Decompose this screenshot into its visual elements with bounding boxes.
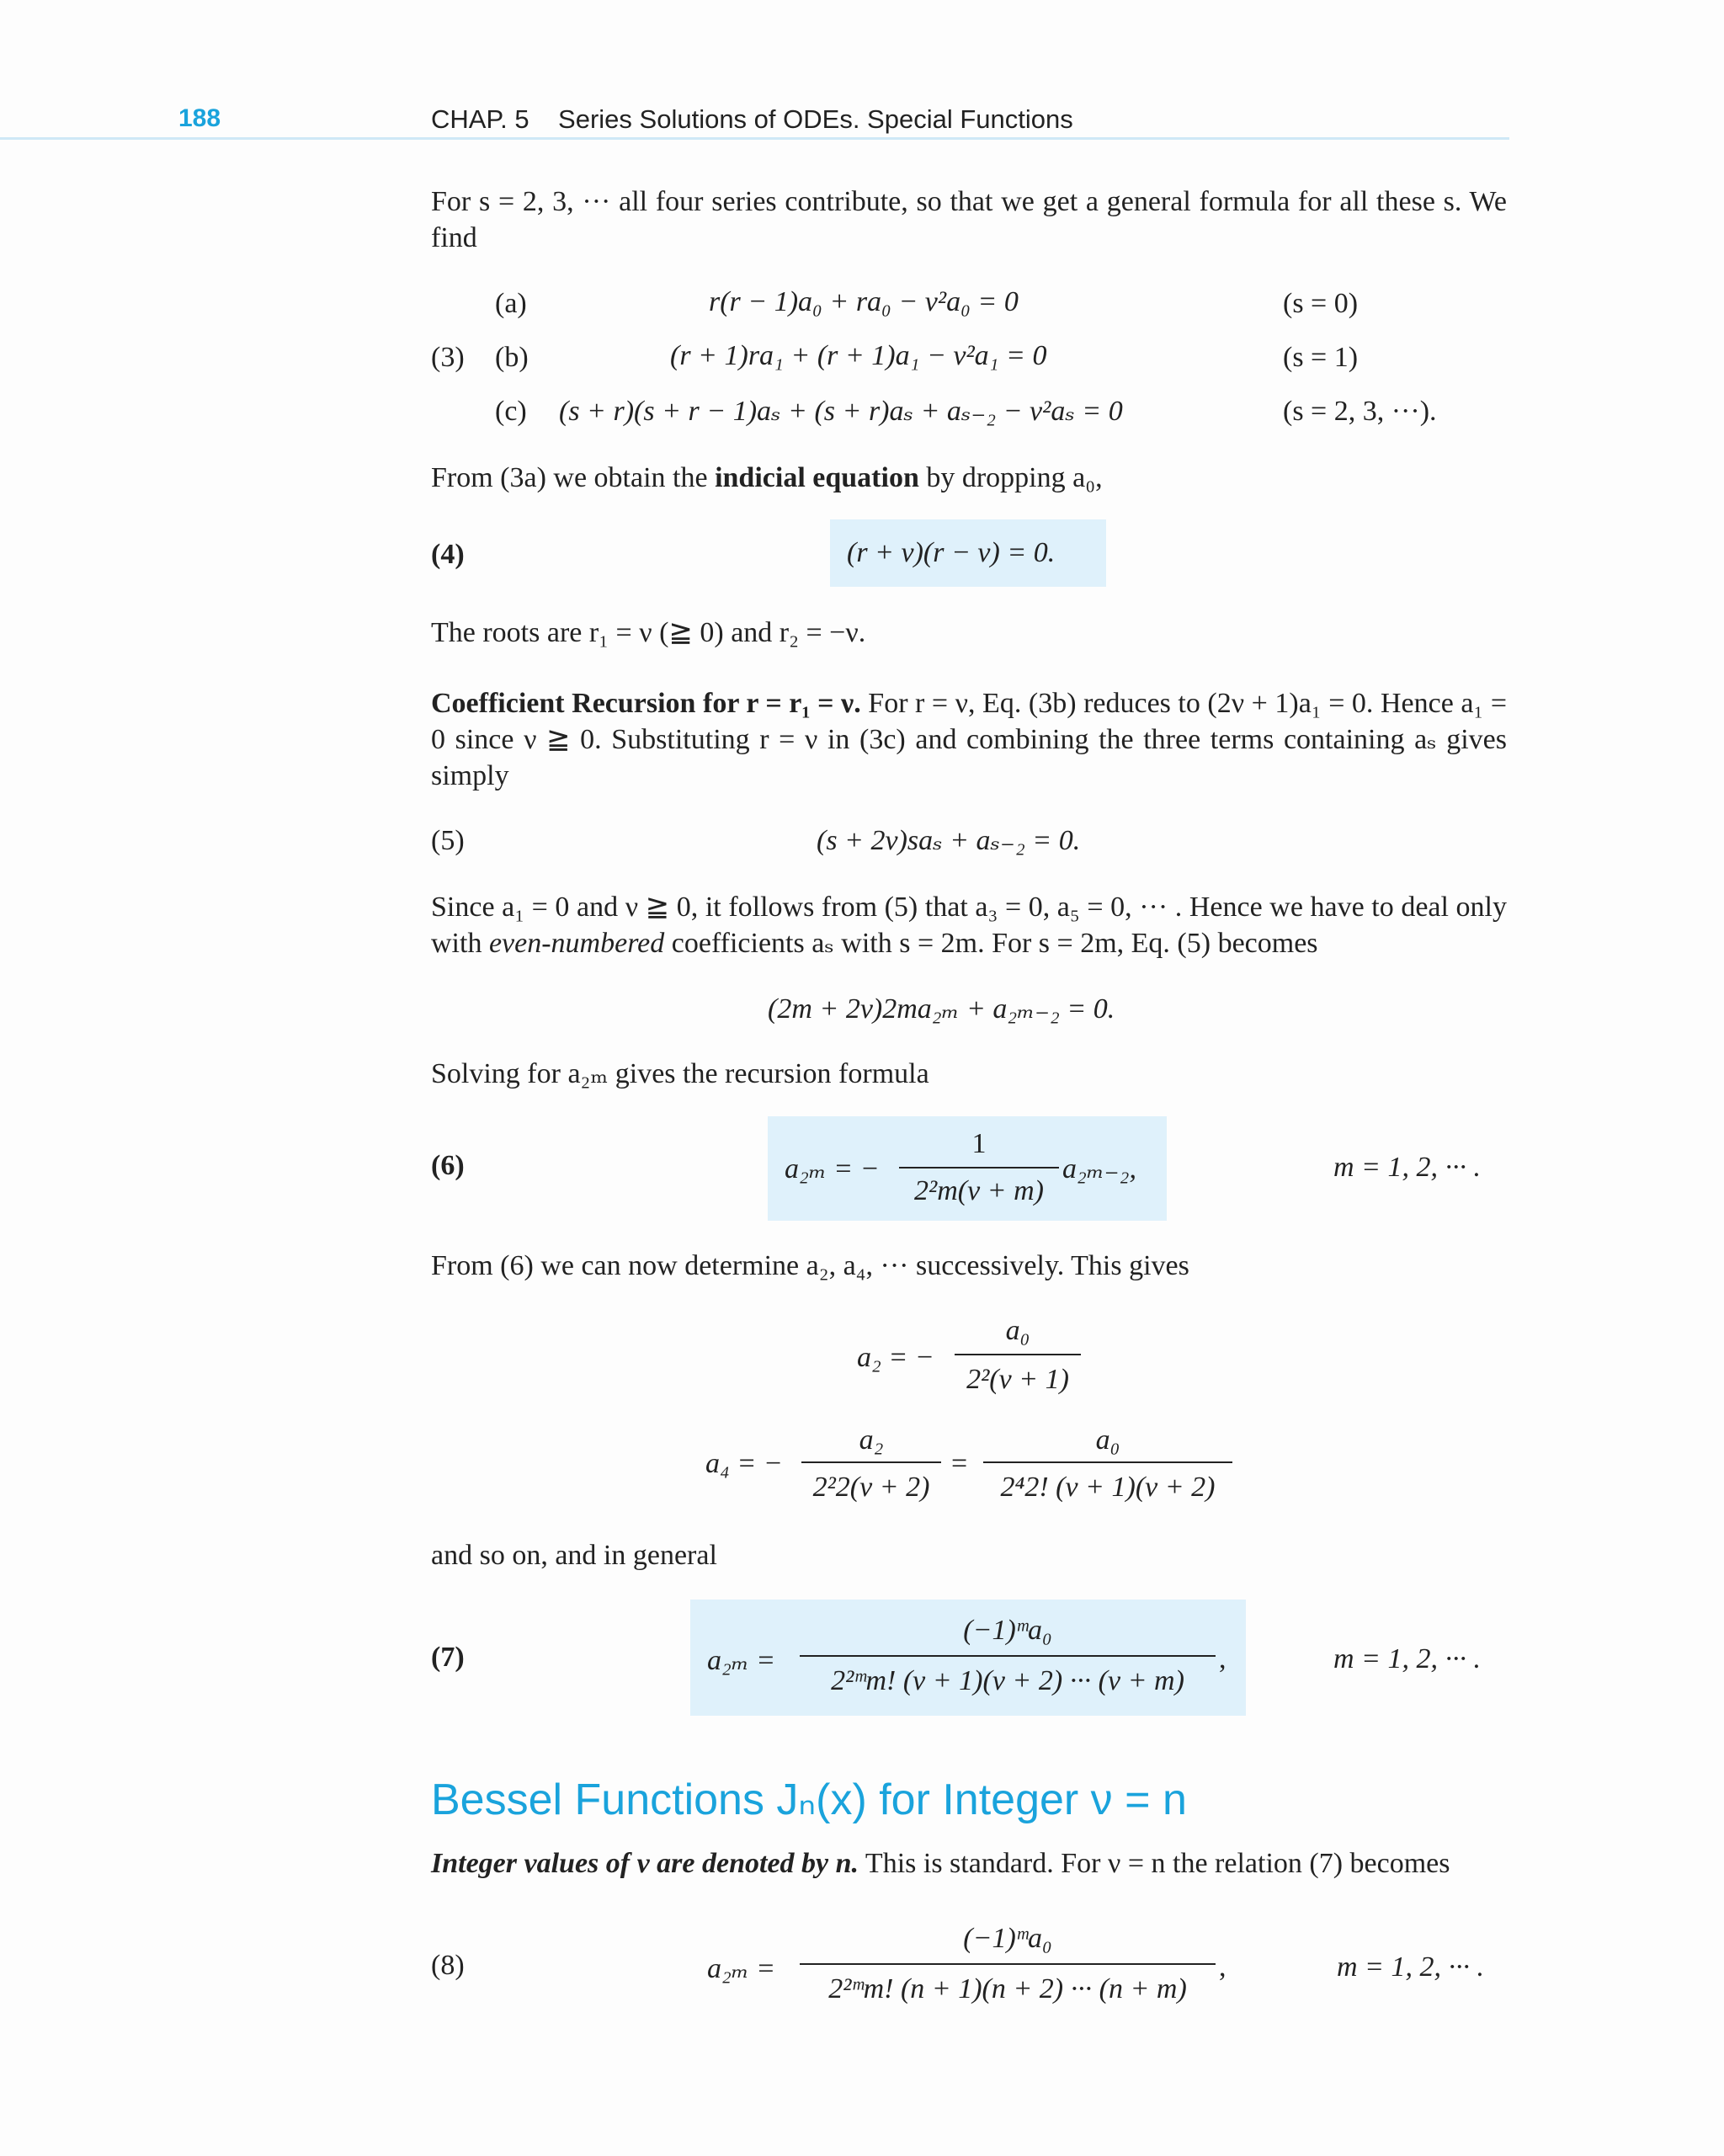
integer-values-text: This is standard. For ν = n the relation (7) becomes xyxy=(859,1848,1450,1879)
paragraph-integer xyxy=(431,1845,1507,1882)
eq3-label: (3) xyxy=(431,342,465,373)
coefficient-recursion-text: For r = ν, Eq. (3b) reduces to (2ν + 1)a₁ = 0. Hence a₁ = 0 since ν ≧ 0. Substituting r = ν in (3c) and combining the three terms containing aₛ gives simply xyxy=(431,688,1507,791)
paragraph-even-coefficients xyxy=(431,889,1507,961)
a2-numerator: a₀ xyxy=(1005,1315,1030,1346)
eq5: (s + 2ν)saₛ + aₛ₋₂ = 0. xyxy=(817,825,1081,856)
indicial-text-pre: From (3a) we obtain the xyxy=(431,462,716,493)
a4-fraction-bar-1 xyxy=(801,1461,941,1463)
eq3c-tag: (c) xyxy=(495,396,527,427)
eq7-condition: m = 1, 2, ··· . xyxy=(1333,1643,1481,1674)
eq6-denominator: 2²m(ν + m) xyxy=(914,1175,1044,1206)
paragraph-indicial xyxy=(431,460,1507,496)
eq8-denominator: 2²ᵐm! (n + 1)(n + 2) ··· (n + m) xyxy=(828,1973,1187,2004)
a4-lhs: a₄ = − xyxy=(705,1448,783,1479)
integer-values-emphasis: Integer values of ν are denoted by n. xyxy=(431,1848,859,1879)
eq3b-tag: (b) xyxy=(495,342,529,373)
eq8-numerator: (−1)ᵐa₀ xyxy=(963,1923,1052,1954)
a2-fraction-bar xyxy=(955,1354,1081,1355)
paragraph-coefficient-recursion xyxy=(431,685,1507,794)
a4-equals: = xyxy=(951,1448,968,1479)
eq6-label: (6) xyxy=(431,1150,465,1181)
eq7-comma: , xyxy=(1219,1643,1226,1674)
a4-numerator-2: a₀ xyxy=(1095,1424,1120,1456)
eq8-comma: , xyxy=(1219,1951,1226,1983)
eq3a-tag: (a) xyxy=(495,288,527,319)
eq3c: (s + r)(s + r − 1)aₛ + (s + r)aₛ + aₛ₋₂ − ν²aₛ = 0 xyxy=(559,396,1123,427)
a4-denominator-2: 2⁴2! (ν + 1)(ν + 2) xyxy=(1000,1472,1216,1503)
indicial-term: indicial equation xyxy=(715,462,919,493)
section-heading: Bessel Functions Jₙ(x) for Integer ν = n xyxy=(431,1775,1187,1824)
eq-recursion-even: (2m + 2ν)2ma₂ₘ + a₂ₘ₋₂ = 0. xyxy=(768,993,1115,1025)
eq7-label: (7) xyxy=(431,1642,465,1673)
eq8-lhs: a₂ₘ = xyxy=(707,1953,776,1984)
coefficient-recursion-heading: Coefficient Recursion for r = r₁ = ν. xyxy=(431,688,861,719)
even-text-1: Since a₁ = 0 and ν ≧ 0, it follows from (5) that a₃ = 0, a₅ = 0, ··· . Hence we have to deal only with xyxy=(431,892,1507,959)
eq3a-condition: (s = 0) xyxy=(1283,288,1359,319)
eq3b-condition: (s = 1) xyxy=(1283,342,1359,373)
running-head: CHAP. 5 Series Solutions of ODEs. Special Functions xyxy=(431,104,1073,134)
eq6-tail: a₂ₘ₋₂, xyxy=(1062,1153,1136,1184)
eq7-numerator: (−1)ᵐa₀ xyxy=(963,1615,1052,1646)
eq3a: r(r − 1)a₀ + ra₀ − ν²a₀ = 0 xyxy=(709,286,1019,317)
eq6-lhs: a₂ₘ = − xyxy=(785,1153,880,1184)
eq3b: (r + 1)ra₁ + (r + 1)a₁ − ν²a₁ = 0 xyxy=(670,340,1047,371)
eq6-condition: m = 1, 2, ··· . xyxy=(1333,1152,1481,1183)
paragraph-roots: The roots are r₁ = ν (≧ 0) and r₂ = −ν. xyxy=(431,617,866,648)
a2-lhs: a₂ = − xyxy=(857,1342,934,1373)
eq4: (r + ν)(r − ν) = 0. xyxy=(847,537,1056,568)
eq5-label: (5) xyxy=(431,825,465,856)
indicial-text-post: by dropping a₀, xyxy=(918,462,1103,493)
eq8-fraction-bar xyxy=(800,1963,1216,1965)
header-rule xyxy=(0,137,1509,140)
a2-denominator: 2²(ν + 1) xyxy=(966,1364,1069,1395)
even-text-2: coefficients aₛ with s = 2m. For s = 2m, Eq. (5) becomes xyxy=(664,928,1318,959)
a4-fraction-bar-2 xyxy=(983,1461,1232,1463)
eq4-label: (4) xyxy=(431,539,465,570)
paragraph-from6: From (6) we can now determine a₂, a₄, ··· successively. This gives xyxy=(431,1250,1189,1281)
eq7-denominator: 2²ᵐm! (ν + 1)(ν + 2) ··· (ν + m) xyxy=(831,1665,1184,1696)
eq7-fraction-bar xyxy=(800,1655,1216,1657)
paragraph-intro: For s = 2, 3, ··· all four series contribute, so that we get a general formula for all these s. We find xyxy=(431,186,1507,253)
eq3c-condition: (s = 2, 3, ···). xyxy=(1283,396,1437,427)
even-numbered-emphasis: even-numbered xyxy=(488,928,665,959)
eq7-lhs: a₂ₘ = xyxy=(707,1645,776,1676)
eq8-label: (8) xyxy=(431,1950,465,1981)
paragraph-solving: Solving for a₂ₘ gives the recursion formula xyxy=(431,1058,929,1089)
page-number: 188 xyxy=(178,104,221,132)
eq8-condition: m = 1, 2, ··· . xyxy=(1337,1951,1484,1983)
eq6-fraction-bar xyxy=(899,1167,1059,1168)
a4-numerator-1: a₂ xyxy=(859,1424,884,1456)
eq6-numerator: 1 xyxy=(971,1128,987,1159)
paragraph-general: and so on, and in general xyxy=(431,1540,717,1571)
a4-denominator-1: 2²2(ν + 2) xyxy=(812,1472,930,1503)
